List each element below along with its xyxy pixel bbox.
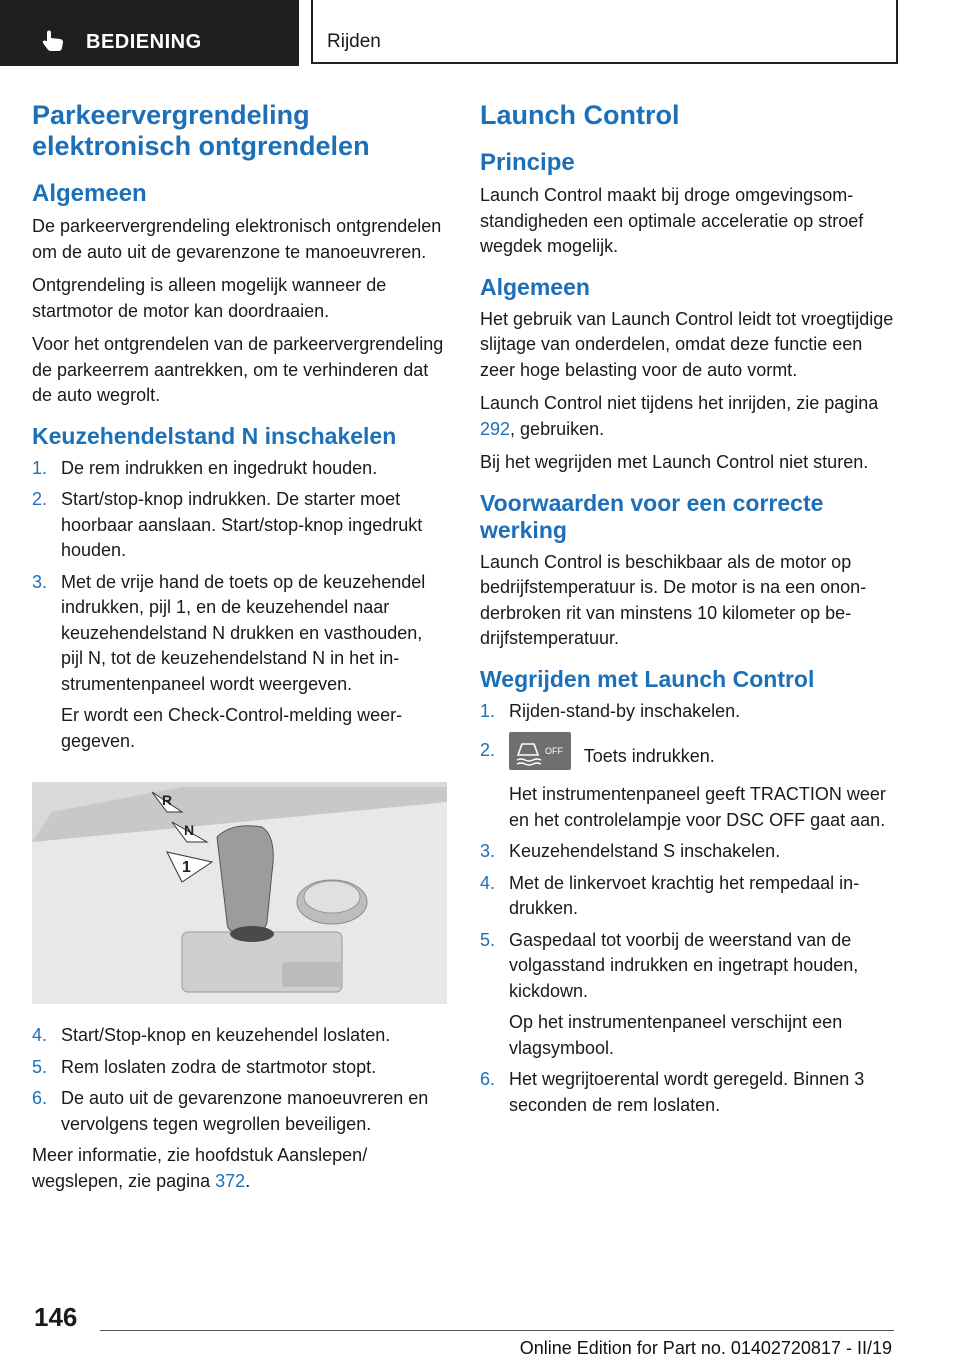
left-general-p1: De parkeervergrendeling elektronisch ontgrendelen om de auto uit de gevarenzone te manoeuvreren. — [32, 216, 442, 262]
page-number: 146 — [34, 1302, 78, 1332]
page-link-372[interactable]: 372 — [215, 1170, 246, 1191]
list-item: 5. Rem loslaten zodra de startmotor stopt. — [32, 1056, 377, 1077]
launch-steps — [480, 699, 898, 1119]
principle-text: Launch Control maakt bij droge omgevingsomstandigheden een optimale acceleratie op stroef wegdek mogelijk. — [480, 185, 864, 256]
list-item: 6. Het wegrijtoerental wordt geregeld. Binnen 3 seconden de rem loslaten. — [480, 1069, 865, 1115]
right-general-p1: Het gebruik van Launch Control leidt tot vroegtijdige slijtage van onderdelen, omdat deze functie een zeer hoge belasting voor de auto vormt. — [480, 308, 894, 380]
list-item: 2. OFF Toets indrukken. Het instrumentenpaneel geeft TRACTION weer en het controlelampje voor DSC OFF gaat aan. — [480, 738, 898, 833]
list-item: 4. Met de linkervoet krachtig het rempedaal indrukken. — [480, 872, 860, 918]
list-item: 3. Met de vrije hand de toets op de keuzehendel indrukken, pijl 1, en de keuzehendel naar keuzehendelstand N drukken en vasthouden, pijl N, tot de keuzehendelstand N in het instrumentenpaneel wordt weergeven. Er wordt een Check-Control-melding weergegeven. — [32, 571, 426, 751]
conditions-text: Launch Control is beschikbaar als de motor op bedrijfstemperatuur is. De motor is na een ononderbroken rit van minstens 10 kilometer op bedrijfstemperatuur. — [480, 551, 867, 648]
list-item: 6. De auto uit de gevarenzone manoeuvreren en vervolgens tegen wegrollen beveiligen. — [32, 1088, 429, 1134]
list-item: 3. Keuzehendelstand S inschakelen. — [480, 841, 781, 861]
left-general-p3: Voor het ontgrendelen van de parkeervergrendeling de parkeerrem aantrekken, om te verhinderen dat de auto wegrolt. — [32, 334, 444, 405]
footer-divider — [100, 1330, 894, 1331]
left-general-p2: Ontgrendeling is alleen mogelijk wanneer de startmotor de motor kan doordraaien. — [32, 275, 387, 321]
figure-label-r: R — [162, 792, 173, 808]
left-title: Parkeervergrendeling elektronisch ontgrendelen — [32, 100, 370, 161]
figure-label-1: 1 — [182, 859, 191, 876]
chapter-label: Rijden — [327, 31, 381, 52]
dsc-off-button-icon — [509, 732, 571, 770]
section-tab — [0, 0, 299, 66]
right-general-p3: Bij het wegrijden met Launch Control niet sturen. — [480, 452, 869, 472]
left-general-heading: Algemeen — [32, 180, 147, 207]
list-item: 1. Rijden-stand-by inschakelen. — [480, 700, 741, 721]
conditions-heading: Voorwaarden voor een correcte werking — [480, 489, 824, 543]
page-link-292[interactable]: 292 — [480, 418, 511, 439]
left-column — [32, 100, 447, 1202]
right-general-heading: Algemeen — [480, 273, 590, 300]
edition-text: Online Edition for Part no. 01402720817 - II/19 — [519, 1338, 892, 1358]
steps-list-b — [32, 1023, 447, 1137]
right-title: Launch Control — [480, 100, 680, 130]
list-item: 1. De rem indrukken en ingedrukt houden. — [32, 457, 378, 478]
list-item: 2. Start/stop-knop indrukken. De starter moet hoorbaar aanslaan. Start/stop-knop ingedrukt houden. — [32, 489, 423, 560]
svg-text:OFF: OFF — [545, 746, 563, 756]
hand-pointer-icon — [40, 27, 66, 53]
more-info: Meer informatie, zie hoofdstuk Aanslepen/ wegslepen, zie pagina 372. — [32, 1145, 368, 1191]
chapter-tab — [311, 0, 898, 64]
list-item: 4. Start/Stop-knop en keuzehendel loslaten. — [32, 1025, 391, 1045]
left-n-heading: Keuzehendelstand N inschakelen — [32, 422, 397, 449]
steps-list-a — [32, 456, 447, 755]
principle-heading: Principe — [480, 149, 575, 176]
right-column — [480, 100, 898, 1124]
gear-selector-illustration — [32, 782, 447, 1004]
right-general-p2: Launch Control niet tijdens het inrijden, zie pagina 292, gebruiken. — [480, 393, 879, 439]
drive-heading: Wegrijden met Launch Control — [480, 665, 815, 692]
figure-label-n: N — [184, 822, 195, 838]
section-label: BEDIENING — [86, 31, 202, 53]
list-item: 5. Gaspedaal tot voorbij de weerstand van de volgasstand indrukken en ingetrapt houden, kickdown. Op het instrumentenpaneel verschijnt een vlagsymbool. — [480, 929, 859, 1058]
